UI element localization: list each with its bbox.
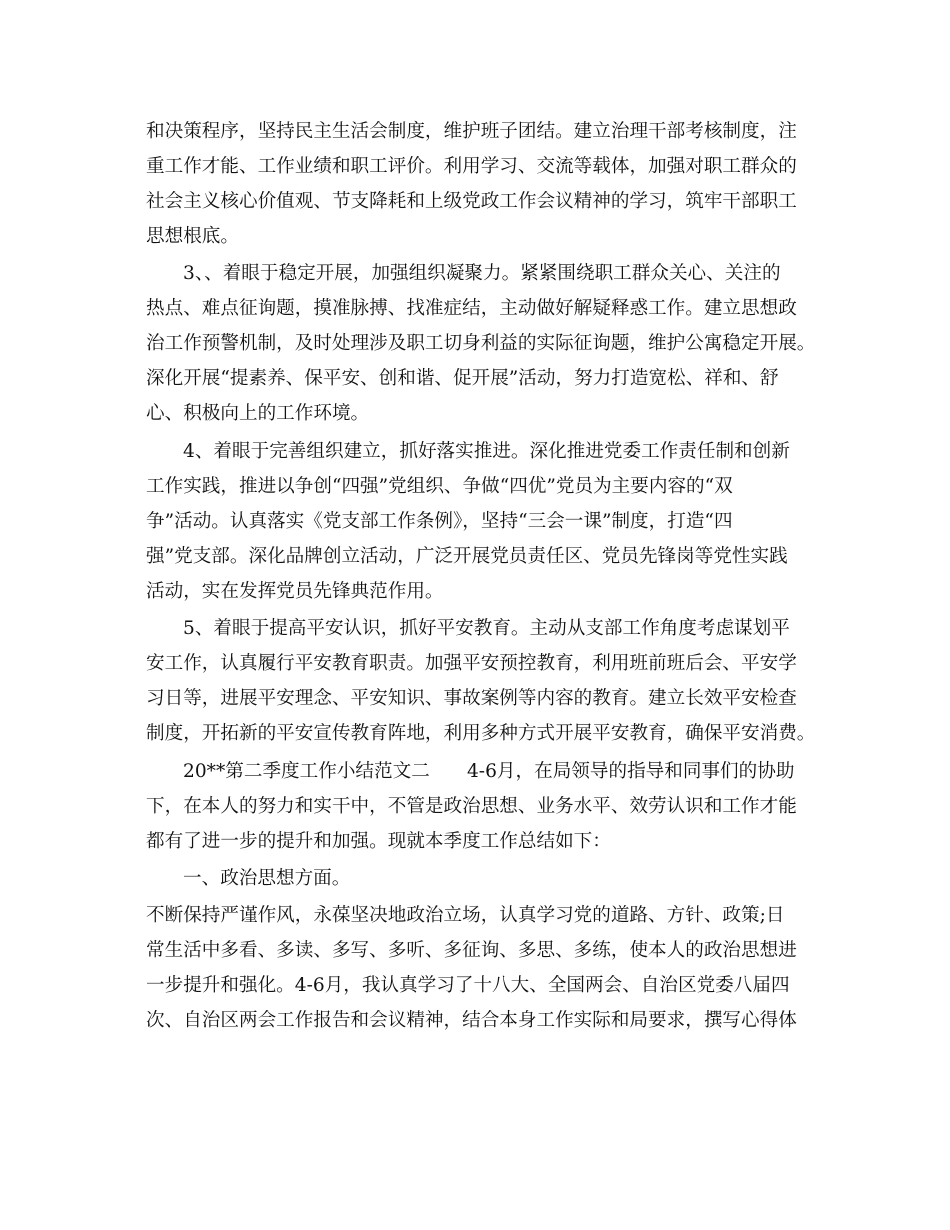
text-line: 治工作预警机制，及时处理涉及职工切身利益的实际征询题，维护公寓稳定开展。: [146, 333, 816, 354]
text-line: 常生活中多看、多读、多写、多听、多征询、多思、多练，使本人的政治思想进: [146, 940, 797, 961]
text-line: 心、积极向上的工作环境。: [146, 403, 370, 424]
text-line: 次、自治区两会工作报告和会议精神，结合本身工作实际和局要求，撰写心得体: [146, 1010, 797, 1031]
text-line: 重工作才能、工作业绩和职工评价。利用学习、交流等载体，加强对职工群众的: [146, 156, 797, 177]
paragraph-start-line: 20**第二季度工作小结范文二 4-6月，在局领导的指导和同事们的协助: [183, 761, 795, 782]
text-line: 争”活动。认真落实《党支部工作条例》，坚持“三会一课”制度，打造“四: [146, 511, 733, 532]
text-line: 活动，实在发挥党员先锋典范作用。: [146, 581, 444, 602]
text-line: 工作实践，推进以争创“四强”党组织、争做“四优”党员为主要内容的“双: [146, 476, 733, 497]
paragraph-start-line: 5、着眼于提高平安认识，抓好平安教育。主动从支部工作角度考虑谋划平: [183, 618, 790, 639]
text-line: 深化开展“提素养、保平安、创和谐、促开展”活动，努力打造宽松、祥和、舒: [146, 368, 779, 389]
text-line: 制度，开拓新的平安宣传教育阵地，利用多种方式开展平安教育，确保平安消费。: [146, 723, 816, 744]
text-line: 都有了进一步的提升和加强。现就本季度工作总结如下：: [146, 831, 611, 852]
text-line: 思想根底。: [146, 226, 239, 247]
text-line: 一步提升和强化。4-6月，我认真学习了十八大、全国两会、自治区党委八届四: [146, 975, 790, 996]
text-line: 安工作，认真履行平安教育职责。加强平安预控教育，利用班前班后会、平安学: [146, 653, 797, 674]
text-line: 强”党支部。深化品牌创立活动，广泛开展党员责任区、党员先锋岗等党性实践: [146, 546, 788, 567]
text-line: 社会主义核心价值观、节支降耗和上级党政工作会议精神的学习，筑牢干部职工: [146, 191, 797, 212]
text-line: 不断保持严谨作风，永葆坚决地政治立场，认真学习党的道路、方针、政策;日: [146, 905, 785, 926]
paragraph-start-line: 4、着眼于完善组织建立，抓好落实推进。深化推进党委工作责任制和创新: [183, 441, 790, 462]
text-line: 下，在本人的努力和实干中，不管是政治思想、业务水平、效劳认识和工作才能: [146, 796, 797, 817]
section-heading: 一、政治思想方面。: [183, 868, 351, 889]
text-line: 热点、难点征询题，摸准脉搏、找准症结，主动做好解疑释惑工作。建立思想政: [146, 298, 797, 319]
text-line: 习日等，进展平安理念、平安知识、事故案例等内容的教育。建立长效平安检查: [146, 688, 797, 709]
text-line: 和决策程序，坚持民主生活会制度，维护班子团结。建立治理干部考核制度，注: [146, 121, 797, 142]
paragraph-start-line: 3、、着眼于稳定开展，加强组织凝聚力。紧紧围绕职工群众关心、关注的: [183, 263, 781, 284]
